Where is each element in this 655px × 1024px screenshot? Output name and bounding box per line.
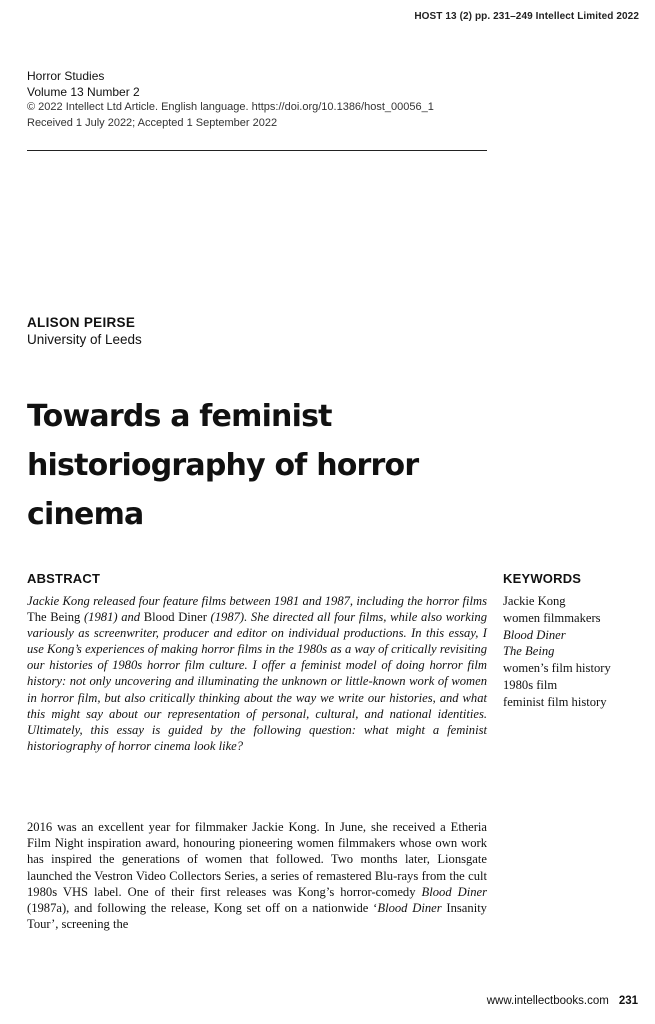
received-accepted: Received 1 July 2022; Accepted 1 September 2022 bbox=[27, 116, 278, 129]
abstract-part: (1981) and bbox=[80, 610, 144, 625]
header-rule bbox=[27, 150, 487, 151]
keyword: Jackie Kong bbox=[503, 594, 566, 608]
body-part: (1987a), and following the release, Kong set off on a nationwide ‘ bbox=[27, 901, 378, 916]
abstract-film-title: The Being bbox=[27, 610, 81, 625]
author-name: ALISON PEIRSE bbox=[27, 315, 136, 330]
copyright-doi: © 2022 Intellect Ltd Article. English language. https://doi.org/10.1386/host_00056_1 bbox=[27, 101, 434, 113]
abstract-heading: ABSTRACT bbox=[27, 571, 101, 586]
page-footer bbox=[487, 995, 638, 1007]
body-film-title: Blood Diner bbox=[377, 901, 442, 916]
abstract-text bbox=[27, 593, 487, 754]
keyword: women filmmakers bbox=[503, 610, 601, 625]
abstract-part: Jackie Kong released four feature films between 1981 and 1987, including the horror films bbox=[27, 594, 487, 608]
running-head: HOST 13 (2) pp. 231–249 Intellect Limited 2022 bbox=[414, 11, 639, 22]
body-film-title: Blood Diner bbox=[421, 884, 487, 899]
article-title: Towards a feminist historiography of horror cinema bbox=[27, 399, 419, 532]
keyword: 1980s film bbox=[503, 677, 558, 692]
author-affiliation: University of Leeds bbox=[27, 332, 142, 347]
body-part: 2016 was an excellent year for filmmaker Jackie Kong. In June, she received a Etheria Film Night inspiration award, honouring pioneering women filmmakers whose own work has inspired the generations of women that followed. Two months later, Lionsgate launched the Vestron Video Collectors Series, a series of remastered Blu-rays from the cult 1980s VHS label. One of their first releases was Kong’s horror-comedy bbox=[27, 820, 487, 899]
author-block bbox=[27, 314, 142, 349]
page-number: 231 bbox=[618, 995, 638, 1007]
keyword: Blood Diner bbox=[503, 627, 566, 642]
keywords-list bbox=[503, 593, 648, 711]
body-part: Insanity Tour’, screening the bbox=[27, 901, 487, 932]
keyword: The Being bbox=[503, 644, 555, 659]
abstract-film-title: Blood Diner bbox=[143, 610, 207, 625]
journal-volume: Volume 13 Number 2 bbox=[27, 84, 140, 99]
keyword: women’s film history bbox=[503, 661, 611, 676]
keyword: feminist film history bbox=[503, 694, 607, 709]
publisher-url: www.intellectbooks.com bbox=[486, 995, 609, 1007]
body-paragraph bbox=[27, 819, 487, 932]
abstract-part: (1987). She directed all four films, while also working variously as screenwriter, producer and editor on individual productions. In this essay, I use Kong’s experiences of making horror films in the 1980s as a way of critically revisiting our histories of 1980s horror film culture. I offer a feminist model of doing horror film history: not only uncovering and illuminating the unknown or little-known work of women in horror film, but also critically thinking about the way we write our histories, and what this might say about our representation of personal, cultural, and national identities. Ultimately, this essay is guided by the following question: what might a feminist historiography of horror cinema look like? bbox=[27, 610, 487, 753]
keywords-heading: KEYWORDS bbox=[503, 571, 582, 586]
journal-name: Horror Studies bbox=[27, 69, 105, 83]
journal-info bbox=[27, 69, 487, 131]
